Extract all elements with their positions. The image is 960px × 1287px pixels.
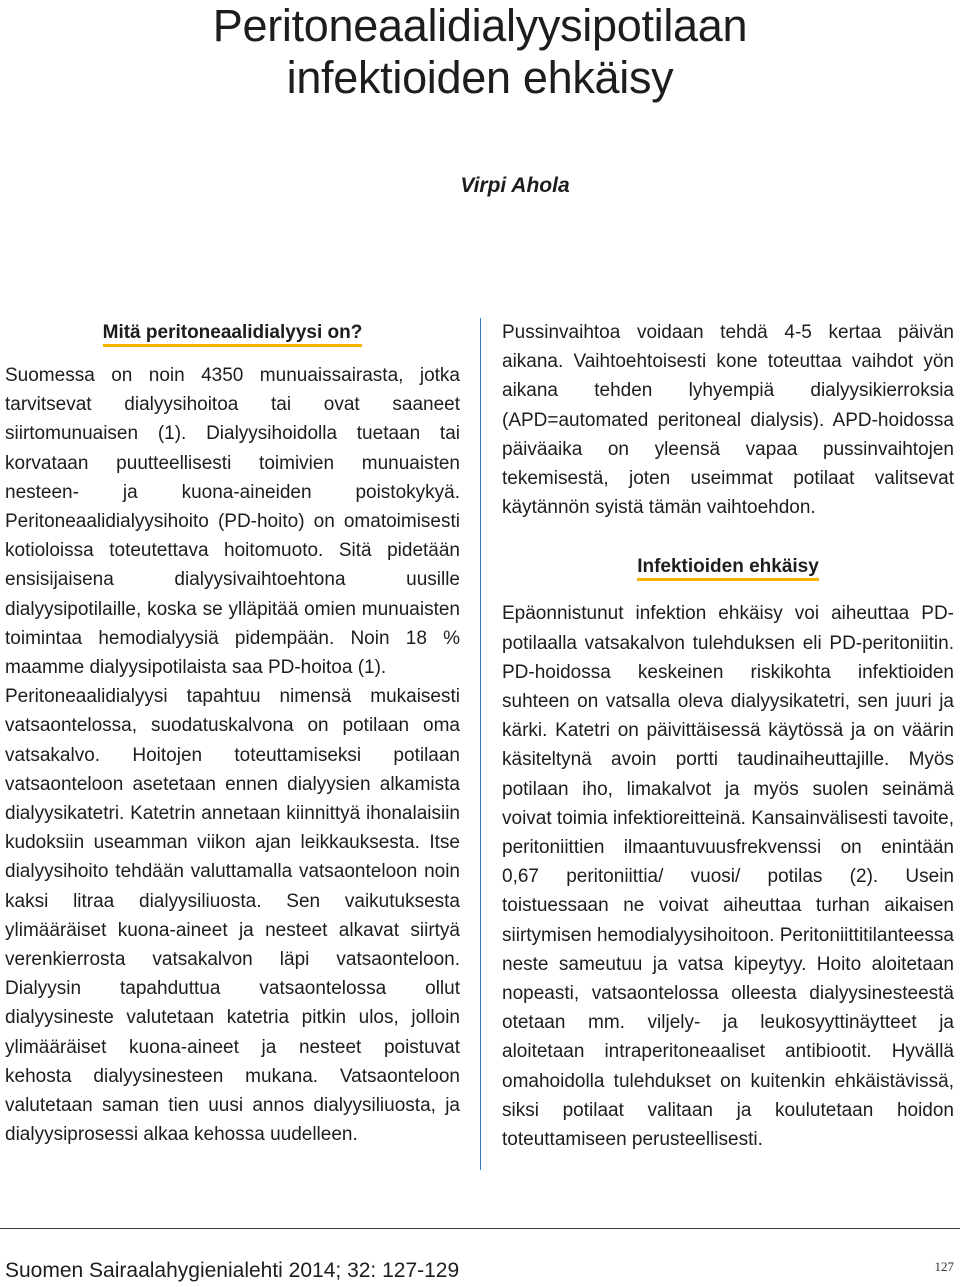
article-title-line-2: infektioiden ehkäisy	[286, 52, 674, 103]
column-divider	[480, 318, 481, 1170]
right-column	[502, 318, 954, 1154]
left-paragraph-2: Peritoneaalidialyysi tapahtuu nimensä mukaisesti vatsaontelossa, suodatuskalvona on potilaan oma vatsakalvo. Hoitojen toteuttamiseksi potilaan vatsaonteloon asetetaan ennen dialyysien alkamista dialyysikatetri. Katetrin annetaan kiinnittyä ihonalaisiin kudoksiin useamman viikon ajan leikkauksesta. Itse dialyysihoito tehdään valuttamalla vatsaonteloon noin kaksi litraa dialyysiliuosta. Sen vaikutuksesta ylimääräiset kuona-aineet ja nesteet alkavat siirtyä verenkierrosta vatsakalvon läpi vatsaonteloon. Dialyysin tapahduttua vatsaontelossa ollut dialyysineste valutetaan katetria pitkin ulos, jolloin ylimääräiset kuona-aineet ja nesteet poistuvat kehosta dialyysinesteen mukana. Vatsaonteloon valutetaan saman tien uusi annos dialyysiliuosta, ja dialyysiprosessi alkaa kehossa uudelleen.	[5, 686, 460, 1146]
left-paragraph-1: Suomessa on noin 4350 munuaissairasta, jotka tarvitsevat dialyysihoitoa tai ovat saaneet siirtomunuaisen (1). Dialyysihoidolla tuetaan tai korvataan puutteellisesti toimivien munuaisten nesteen- ja kuona-aineiden poistokykyä. Peritoneaalidialyysihoito (PD-hoito) on omatoimisesti kotioloissa toteutettava hoitomuoto. Sitä pidetään ensisijaisena dialyysivaihtoehtona uusille dialyysipotilaille, koska se ylläpitää omien munuaisten toimintaa hemodialyysiä pidempään. Noin 18 % maamme dialyysipotilaista saa PD-hoitoa (1).	[5, 365, 460, 679]
article-author: Virpi Ahola	[460, 174, 570, 197]
section-heading-what-is-pd-text: Mitä peritoneaalidialyysi on?	[103, 322, 363, 347]
section-heading-infection-prevention	[502, 552, 954, 581]
section-heading-what-is-pd	[5, 318, 460, 347]
footer-journal-citation: Suomen Sairaalahygienialehti 2014; 32: 127-129	[5, 1259, 460, 1282]
footer-rule	[0, 1228, 960, 1229]
article-title	[0, 0, 960, 104]
left-column	[5, 318, 460, 1149]
right-paragraph: Epäonnistunut infektion ehkäisy voi aiheuttaa PD-potilaalla vatsakalvon tulehduksen eli PD-peritoniitin. PD-hoidossa keskeinen riskikohta infektioiden suhteen on vatsalla oleva dialyysikatetri, sen juuri ja kärki. Katetri on päivittäisessä käytössä ja on väärin käsiteltynä avoin portti taudinaiheuttajille. Myös potilaan iho, limakalvot ja myös suolen seinämä voivat toimia infektioreitteinä. Kansainvälisesti tavoite, peritoniittien ilmaantuvuusfrekvenssi on enintään 0,67 peritoniittia/ vuosi/ potilas (2). Usein toistuessaan ne voivat aiheuttaa turhan aikaisen siirtymisen hemodialyysihoitoon. Peritoniittitilanteessa neste sameutuu ja vatsa kipeytyy. Hoito aloitetaan nopeasti, vatsaontelossa olleesta dialyysinesteestä otetaan mm. viljely- ja leukosyyttinäytteet ja aloitetaan intraperitoneaaliset antibiootit. Hyvällä omahoidolla tulehdukset on kuitenkin ehkäistävissä, siksi potilaat valitaan ja koulutetaan hoidon toteuttamiseen perusteellisesti.	[502, 603, 955, 1151]
page-number: 127	[934, 1259, 954, 1274]
article-title-line-1: Peritoneaalidialyysipotilaan	[212, 0, 748, 51]
right-intro-paragraph: Pussinvaihtoa voidaan tehdä 4-5 kertaa päivän aikana. Vaihtoehtoisesti kone toteuttaa vaihdot yön aikana tehden lyhyempiä dialyysikierroksia (APD=automated peritoneal dialysis). APD-hoidossa päiväaika on yleensä vapaa pussinvaihtojen tekemisestä, joten useimmat potilaat valitsevat käytännön syistä tämän vaihtoehdon.	[502, 322, 954, 519]
section-heading-infection-prevention-text: Infektioiden ehkäisy	[637, 556, 819, 581]
